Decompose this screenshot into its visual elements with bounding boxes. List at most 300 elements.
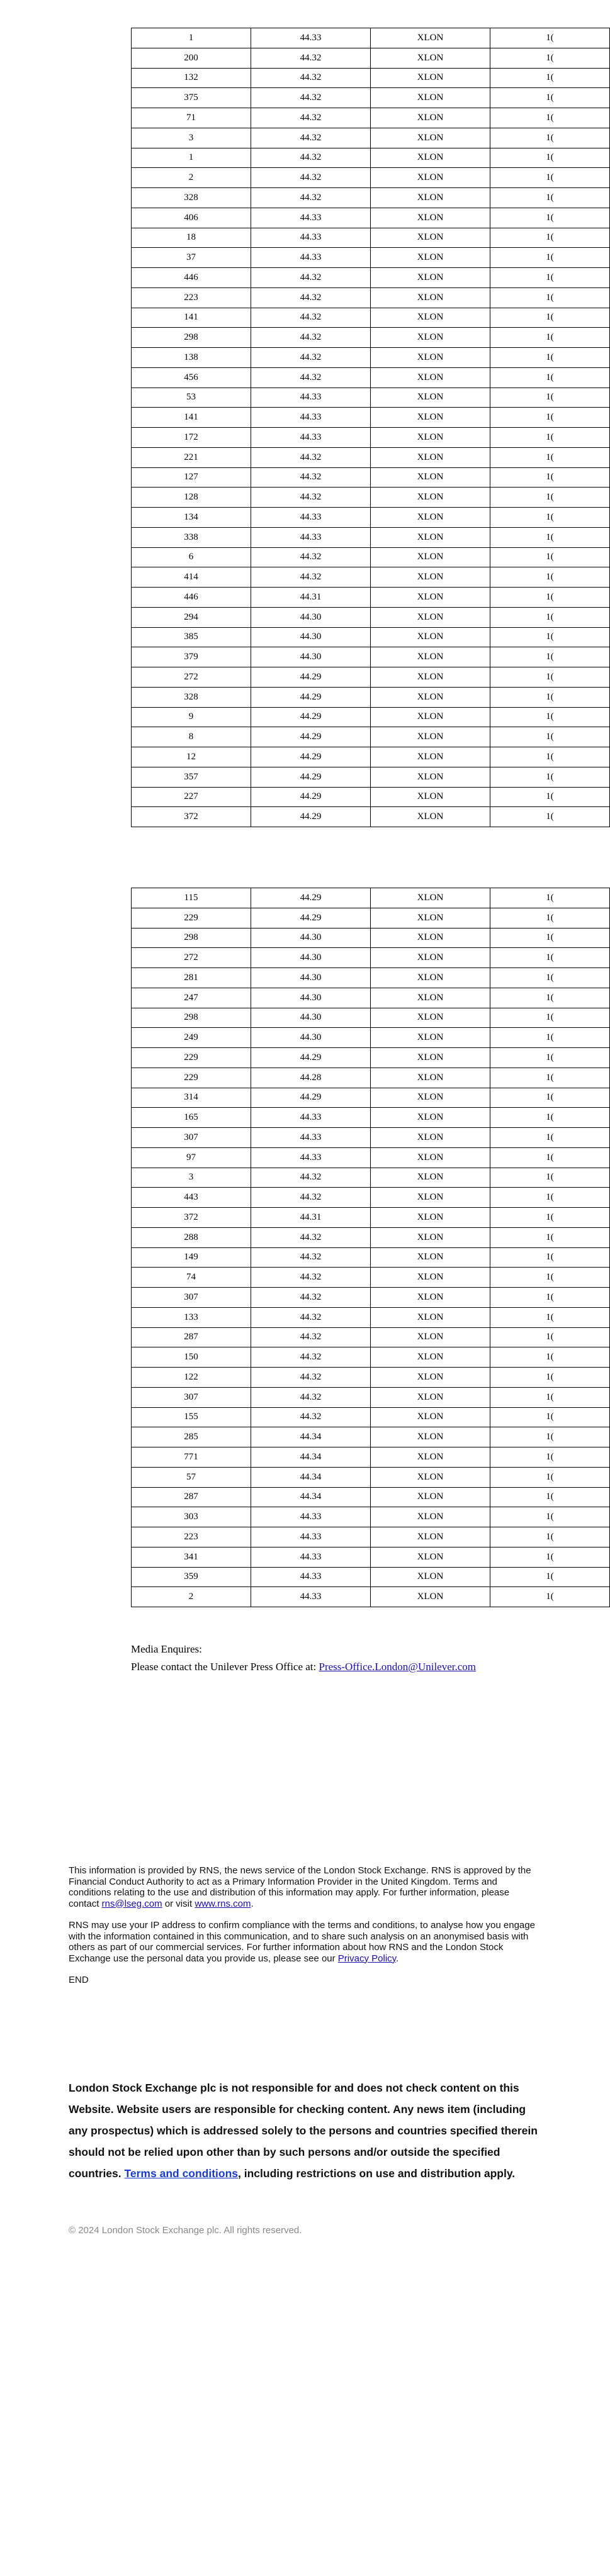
volume-cell: 141 bbox=[132, 408, 251, 428]
time-cell: 1( bbox=[490, 168, 610, 188]
price-cell: 44.32 bbox=[251, 1288, 371, 1308]
volume-cell: 307 bbox=[132, 1288, 251, 1308]
price-cell: 44.29 bbox=[251, 767, 371, 787]
volume-cell: 303 bbox=[132, 1507, 251, 1527]
price-cell: 44.33 bbox=[251, 508, 371, 528]
volume-cell: 249 bbox=[132, 1028, 251, 1048]
lse-notice-text: London Stock Exchange plc is not responsible for and does not check content on this Website. Website users are responsible for checking content. Any news item (including any prospectus) which is addressed solely to the persons and countries specified therein should not be relied upon other than by such persons and/or outside the specified countries. bbox=[69, 2082, 538, 2180]
time-cell: 1( bbox=[490, 287, 610, 308]
price-cell: 44.29 bbox=[251, 707, 371, 727]
time-cell: 1( bbox=[490, 1427, 610, 1447]
table-row bbox=[132, 627, 610, 647]
copyright-notice: © 2024 London Stock Exchange plc. All rights reserved. bbox=[69, 2225, 302, 2236]
table-row bbox=[132, 1268, 610, 1288]
volume-cell: 115 bbox=[132, 888, 251, 908]
time-cell: 1( bbox=[490, 667, 610, 688]
price-cell: 44.32 bbox=[251, 328, 371, 348]
venue-cell: XLON bbox=[371, 428, 490, 448]
venue-cell: XLON bbox=[371, 88, 490, 108]
rns-disclaimer bbox=[69, 1865, 542, 1997]
time-cell: 1( bbox=[490, 428, 610, 448]
price-cell: 44.33 bbox=[251, 1527, 371, 1547]
venue-cell: XLON bbox=[371, 1587, 490, 1607]
venue-cell: XLON bbox=[371, 647, 490, 667]
venue-cell: XLON bbox=[371, 707, 490, 727]
price-cell: 44.30 bbox=[251, 948, 371, 968]
volume-cell: 127 bbox=[132, 467, 251, 488]
volume-cell: 294 bbox=[132, 607, 251, 627]
table-row bbox=[132, 1507, 610, 1527]
venue-cell: XLON bbox=[371, 68, 490, 88]
time-cell: 1( bbox=[490, 388, 610, 408]
volume-cell: 200 bbox=[132, 48, 251, 68]
venue-cell: XLON bbox=[371, 1427, 490, 1447]
price-cell: 44.32 bbox=[251, 1168, 371, 1188]
time-cell: 1( bbox=[490, 148, 610, 168]
time-cell: 1( bbox=[490, 1368, 610, 1388]
price-cell: 44.32 bbox=[251, 567, 371, 588]
table-row bbox=[132, 1587, 610, 1607]
time-cell: 1( bbox=[490, 508, 610, 528]
volume-cell: 122 bbox=[132, 1368, 251, 1388]
volume-cell: 18 bbox=[132, 228, 251, 248]
price-cell: 44.33 bbox=[251, 388, 371, 408]
time-cell: 1( bbox=[490, 467, 610, 488]
volume-cell: 37 bbox=[132, 248, 251, 268]
volume-cell: 132 bbox=[132, 68, 251, 88]
time-cell: 1( bbox=[490, 1208, 610, 1228]
volume-cell: 150 bbox=[132, 1347, 251, 1368]
volume-cell: 8 bbox=[132, 727, 251, 747]
table-row bbox=[132, 108, 610, 128]
rns-disclaimer-end: . bbox=[251, 1898, 254, 1909]
time-cell: 1( bbox=[490, 188, 610, 208]
venue-cell: XLON bbox=[371, 988, 490, 1008]
table-row bbox=[132, 1447, 610, 1468]
table-row bbox=[132, 707, 610, 727]
venue-cell: XLON bbox=[371, 447, 490, 467]
volume-cell: 9 bbox=[132, 707, 251, 727]
venue-cell: XLON bbox=[371, 1068, 490, 1088]
venue-cell: XLON bbox=[371, 667, 490, 688]
time-cell: 1( bbox=[490, 308, 610, 328]
price-cell: 44.32 bbox=[251, 1247, 371, 1268]
time-cell: 1( bbox=[490, 1527, 610, 1547]
volume-cell: 328 bbox=[132, 188, 251, 208]
time-cell: 1( bbox=[490, 28, 610, 48]
price-cell: 44.32 bbox=[251, 308, 371, 328]
time-cell: 1( bbox=[490, 88, 610, 108]
time-cell: 1( bbox=[490, 627, 610, 647]
venue-cell: XLON bbox=[371, 727, 490, 747]
table-row bbox=[132, 48, 610, 68]
time-cell: 1( bbox=[490, 547, 610, 567]
table-row bbox=[132, 367, 610, 388]
table-row bbox=[132, 287, 610, 308]
volume-cell: 229 bbox=[132, 908, 251, 928]
venue-cell: XLON bbox=[371, 388, 490, 408]
venue-cell: XLON bbox=[371, 28, 490, 48]
table-row bbox=[132, 1307, 610, 1327]
price-cell: 44.29 bbox=[251, 787, 371, 807]
venue-cell: XLON bbox=[371, 1307, 490, 1327]
price-cell: 44.29 bbox=[251, 908, 371, 928]
volume-cell: 12 bbox=[132, 747, 251, 767]
table-row bbox=[132, 1567, 610, 1587]
table-row bbox=[132, 1008, 610, 1028]
rns-website-link[interactable]: www.rns.com bbox=[195, 1898, 251, 1909]
venue-cell: XLON bbox=[371, 908, 490, 928]
time-cell: 1( bbox=[490, 908, 610, 928]
venue-cell: XLON bbox=[371, 467, 490, 488]
venue-cell: XLON bbox=[371, 308, 490, 328]
price-cell: 44.32 bbox=[251, 1268, 371, 1288]
time-cell: 1( bbox=[490, 1307, 610, 1327]
table-row bbox=[132, 248, 610, 268]
price-cell: 44.30 bbox=[251, 928, 371, 948]
media-contact-text: Please contact the Unilever Press Office at: bbox=[131, 1661, 319, 1673]
table-row bbox=[132, 308, 610, 328]
volume-cell: 3 bbox=[132, 128, 251, 148]
time-cell: 1( bbox=[490, 1567, 610, 1587]
table-row bbox=[132, 588, 610, 608]
table-row bbox=[132, 787, 610, 807]
trades-table-2-container bbox=[0, 888, 554, 1607]
volume-cell: 385 bbox=[132, 627, 251, 647]
table-row bbox=[132, 348, 610, 368]
venue-cell: XLON bbox=[371, 968, 490, 988]
venue-cell: XLON bbox=[371, 747, 490, 767]
venue-cell: XLON bbox=[371, 287, 490, 308]
table-row bbox=[132, 1547, 610, 1567]
venue-cell: XLON bbox=[371, 228, 490, 248]
time-cell: 1( bbox=[490, 807, 610, 827]
time-cell: 1( bbox=[490, 747, 610, 767]
price-cell: 44.29 bbox=[251, 747, 371, 767]
table-row bbox=[132, 1188, 610, 1208]
price-cell: 44.33 bbox=[251, 408, 371, 428]
volume-cell: 406 bbox=[132, 208, 251, 228]
venue-cell: XLON bbox=[371, 408, 490, 428]
volume-cell: 328 bbox=[132, 687, 251, 707]
venue-cell: XLON bbox=[371, 1088, 490, 1108]
lse-notice bbox=[69, 2077, 542, 2184]
venue-cell: XLON bbox=[371, 888, 490, 908]
price-cell: 44.32 bbox=[251, 1327, 371, 1347]
terms-and-conditions-link[interactable]: Terms and conditions bbox=[124, 2167, 239, 2180]
venue-cell: XLON bbox=[371, 807, 490, 827]
volume-cell: 1 bbox=[132, 28, 251, 48]
venue-cell: XLON bbox=[371, 108, 490, 128]
table-row bbox=[132, 168, 610, 188]
rns-disclaimer-paragraph-1 bbox=[69, 1865, 542, 1909]
venue-cell: XLON bbox=[371, 1108, 490, 1128]
time-cell: 1( bbox=[490, 888, 610, 908]
table-row bbox=[132, 948, 610, 968]
price-cell: 44.33 bbox=[251, 527, 371, 547]
venue-cell: XLON bbox=[371, 48, 490, 68]
venue-cell: XLON bbox=[371, 1028, 490, 1048]
price-cell: 44.30 bbox=[251, 647, 371, 667]
table-row bbox=[132, 527, 610, 547]
table-row bbox=[132, 208, 610, 228]
price-cell: 44.32 bbox=[251, 367, 371, 388]
venue-cell: XLON bbox=[371, 787, 490, 807]
rns-disclaimer-paragraph-2 bbox=[69, 1920, 542, 1964]
volume-cell: 285 bbox=[132, 1427, 251, 1447]
table-row bbox=[132, 1387, 610, 1407]
volume-cell: 2 bbox=[132, 168, 251, 188]
volume-cell: 338 bbox=[132, 527, 251, 547]
table-row bbox=[132, 1247, 610, 1268]
volume-cell: 1 bbox=[132, 148, 251, 168]
price-cell: 44.33 bbox=[251, 1587, 371, 1607]
price-cell: 44.29 bbox=[251, 667, 371, 688]
price-cell: 44.32 bbox=[251, 268, 371, 288]
venue-cell: XLON bbox=[371, 687, 490, 707]
price-cell: 44.31 bbox=[251, 588, 371, 608]
venue-cell: XLON bbox=[371, 1288, 490, 1308]
price-cell: 44.30 bbox=[251, 627, 371, 647]
time-cell: 1( bbox=[490, 1507, 610, 1527]
table-row bbox=[132, 188, 610, 208]
volume-cell: 771 bbox=[132, 1447, 251, 1468]
table-row bbox=[132, 1227, 610, 1247]
time-cell: 1( bbox=[490, 328, 610, 348]
table-row bbox=[132, 607, 610, 627]
table-row bbox=[132, 428, 610, 448]
table-row bbox=[132, 467, 610, 488]
price-cell: 44.30 bbox=[251, 968, 371, 988]
price-cell: 44.33 bbox=[251, 1547, 371, 1567]
price-cell: 44.32 bbox=[251, 488, 371, 508]
volume-cell: 281 bbox=[132, 968, 251, 988]
time-cell: 1( bbox=[490, 1387, 610, 1407]
time-cell: 1( bbox=[490, 1068, 610, 1088]
time-cell: 1( bbox=[490, 1288, 610, 1308]
price-cell: 44.29 bbox=[251, 727, 371, 747]
time-cell: 1( bbox=[490, 567, 610, 588]
time-cell: 1( bbox=[490, 527, 610, 547]
table-row bbox=[132, 1168, 610, 1188]
table-row bbox=[132, 687, 610, 707]
privacy-policy-link[interactable]: Privacy Policy bbox=[337, 1953, 397, 1964]
time-cell: 1( bbox=[490, 1008, 610, 1028]
table-row bbox=[132, 767, 610, 787]
time-cell: 1( bbox=[490, 128, 610, 148]
table-row bbox=[132, 908, 610, 928]
venue-cell: XLON bbox=[371, 268, 490, 288]
time-cell: 1( bbox=[490, 767, 610, 787]
time-cell: 1( bbox=[490, 1088, 610, 1108]
time-cell: 1( bbox=[490, 928, 610, 948]
price-cell: 44.33 bbox=[251, 1507, 371, 1527]
volume-cell: 134 bbox=[132, 508, 251, 528]
venue-cell: XLON bbox=[371, 1048, 490, 1068]
price-cell: 44.29 bbox=[251, 1048, 371, 1068]
volume-cell: 288 bbox=[132, 1227, 251, 1247]
price-cell: 44.32 bbox=[251, 188, 371, 208]
volume-cell: 357 bbox=[132, 767, 251, 787]
table-row bbox=[132, 547, 610, 567]
price-cell: 44.34 bbox=[251, 1467, 371, 1487]
time-cell: 1( bbox=[490, 1247, 610, 1268]
price-cell: 44.28 bbox=[251, 1068, 371, 1088]
table-row bbox=[132, 228, 610, 248]
trades-table-1-container bbox=[0, 28, 554, 828]
table-row bbox=[132, 508, 610, 528]
volume-cell: 138 bbox=[132, 348, 251, 368]
price-cell: 44.32 bbox=[251, 88, 371, 108]
venue-cell: XLON bbox=[371, 1168, 490, 1188]
volume-cell: 165 bbox=[132, 1108, 251, 1128]
table-row bbox=[132, 128, 610, 148]
time-cell: 1( bbox=[490, 348, 610, 368]
price-cell: 44.29 bbox=[251, 807, 371, 827]
price-cell: 44.32 bbox=[251, 128, 371, 148]
table-row bbox=[132, 727, 610, 747]
venue-cell: XLON bbox=[371, 1447, 490, 1468]
table-row bbox=[132, 667, 610, 688]
time-cell: 1( bbox=[490, 48, 610, 68]
volume-cell: 372 bbox=[132, 1208, 251, 1228]
volume-cell: 97 bbox=[132, 1147, 251, 1168]
press-office-email-link[interactable]: Press-Office.London@Unilever.com bbox=[319, 1661, 477, 1673]
time-cell: 1( bbox=[490, 408, 610, 428]
price-cell: 44.30 bbox=[251, 988, 371, 1008]
price-cell: 44.33 bbox=[251, 248, 371, 268]
rns-privacy-text: RNS may use your IP address to confirm compliance with the terms and conditions, to analyse how you engage with the information contained in this communication, and to share such analysis on an anonymised basis with others as part of our commercial services. For further information about how RNS and the London Stock Exchange use the personal data you provide us, please see our bbox=[69, 1920, 535, 1964]
table-row bbox=[132, 1368, 610, 1388]
venue-cell: XLON bbox=[371, 1547, 490, 1567]
table-row bbox=[132, 888, 610, 908]
venue-cell: XLON bbox=[371, 1128, 490, 1148]
time-cell: 1( bbox=[490, 208, 610, 228]
rns-email-link[interactable]: rns@lseg.com bbox=[101, 1898, 162, 1909]
venue-cell: XLON bbox=[371, 527, 490, 547]
venue-cell: XLON bbox=[371, 148, 490, 168]
price-cell: 44.29 bbox=[251, 1088, 371, 1108]
table-row bbox=[132, 1347, 610, 1368]
venue-cell: XLON bbox=[371, 1227, 490, 1247]
time-cell: 1( bbox=[490, 1268, 610, 1288]
price-cell: 44.32 bbox=[251, 68, 371, 88]
table-row bbox=[132, 807, 610, 827]
venue-cell: XLON bbox=[371, 328, 490, 348]
price-cell: 44.32 bbox=[251, 168, 371, 188]
volume-cell: 307 bbox=[132, 1128, 251, 1148]
media-contact bbox=[131, 1658, 572, 1676]
volume-cell: 149 bbox=[132, 1247, 251, 1268]
table-row bbox=[132, 1467, 610, 1487]
venue-cell: XLON bbox=[371, 367, 490, 388]
time-cell: 1( bbox=[490, 1048, 610, 1068]
venue-cell: XLON bbox=[371, 607, 490, 627]
volume-cell: 307 bbox=[132, 1387, 251, 1407]
time-cell: 1( bbox=[490, 607, 610, 627]
venue-cell: XLON bbox=[371, 1467, 490, 1487]
venue-cell: XLON bbox=[371, 1407, 490, 1427]
venue-cell: XLON bbox=[371, 1347, 490, 1368]
price-cell: 44.30 bbox=[251, 1008, 371, 1028]
time-cell: 1( bbox=[490, 988, 610, 1008]
table-row bbox=[132, 1527, 610, 1547]
volume-cell: 341 bbox=[132, 1547, 251, 1567]
time-cell: 1( bbox=[490, 108, 610, 128]
price-cell: 44.30 bbox=[251, 607, 371, 627]
volume-cell: 128 bbox=[132, 488, 251, 508]
price-cell: 44.33 bbox=[251, 1108, 371, 1128]
volume-cell: 53 bbox=[132, 388, 251, 408]
table-row bbox=[132, 647, 610, 667]
volume-cell: 372 bbox=[132, 807, 251, 827]
venue-cell: XLON bbox=[371, 1147, 490, 1168]
price-cell: 44.32 bbox=[251, 547, 371, 567]
rns-disclaimer-or: or visit bbox=[162, 1898, 195, 1909]
volume-cell: 223 bbox=[132, 1527, 251, 1547]
venue-cell: XLON bbox=[371, 928, 490, 948]
time-cell: 1( bbox=[490, 1108, 610, 1128]
media-heading: Media Enquires: bbox=[131, 1643, 202, 1655]
price-cell: 44.32 bbox=[251, 287, 371, 308]
price-cell: 44.32 bbox=[251, 148, 371, 168]
time-cell: 1( bbox=[490, 707, 610, 727]
trades-table-1 bbox=[131, 28, 610, 827]
time-cell: 1( bbox=[490, 447, 610, 467]
rns-disclaimer-text: This information is provided by RNS, the news service of the London Stock Exchange. RNS is approved by the Financial Conduct Authority to act as a Primary Information Provider in the United Kingdom. Terms and conditions relating to the use and distribution of this information may apply. For further information, please contact bbox=[69, 1865, 531, 1909]
table-row bbox=[132, 88, 610, 108]
time-cell: 1( bbox=[490, 1168, 610, 1188]
table-row bbox=[132, 1128, 610, 1148]
venue-cell: XLON bbox=[371, 1268, 490, 1288]
volume-cell: 6 bbox=[132, 547, 251, 567]
venue-cell: XLON bbox=[371, 1368, 490, 1388]
table-row bbox=[132, 1147, 610, 1168]
table-row bbox=[132, 1048, 610, 1068]
venue-cell: XLON bbox=[371, 128, 490, 148]
volume-cell: 375 bbox=[132, 88, 251, 108]
volume-cell: 298 bbox=[132, 928, 251, 948]
end-label: END bbox=[69, 1975, 89, 1985]
price-cell: 44.32 bbox=[251, 1347, 371, 1368]
time-cell: 1( bbox=[490, 647, 610, 667]
venue-cell: XLON bbox=[371, 348, 490, 368]
volume-cell: 379 bbox=[132, 647, 251, 667]
time-cell: 1( bbox=[490, 1547, 610, 1567]
volume-cell: 446 bbox=[132, 588, 251, 608]
venue-cell: XLON bbox=[371, 208, 490, 228]
volume-cell: 272 bbox=[132, 667, 251, 688]
venue-cell: XLON bbox=[371, 1247, 490, 1268]
time-cell: 1( bbox=[490, 968, 610, 988]
price-cell: 44.34 bbox=[251, 1447, 371, 1468]
volume-cell: 446 bbox=[132, 268, 251, 288]
venue-cell: XLON bbox=[371, 508, 490, 528]
table-row bbox=[132, 447, 610, 467]
price-cell: 44.32 bbox=[251, 1188, 371, 1208]
media-enquiries bbox=[131, 1641, 572, 1676]
price-cell: 44.33 bbox=[251, 1147, 371, 1168]
venue-cell: XLON bbox=[371, 948, 490, 968]
price-cell: 44.29 bbox=[251, 888, 371, 908]
venue-cell: XLON bbox=[371, 1567, 490, 1587]
price-cell: 44.30 bbox=[251, 1028, 371, 1048]
time-cell: 1( bbox=[490, 68, 610, 88]
venue-cell: XLON bbox=[371, 168, 490, 188]
time-cell: 1( bbox=[490, 787, 610, 807]
table-row bbox=[132, 1427, 610, 1447]
price-cell: 44.33 bbox=[251, 208, 371, 228]
